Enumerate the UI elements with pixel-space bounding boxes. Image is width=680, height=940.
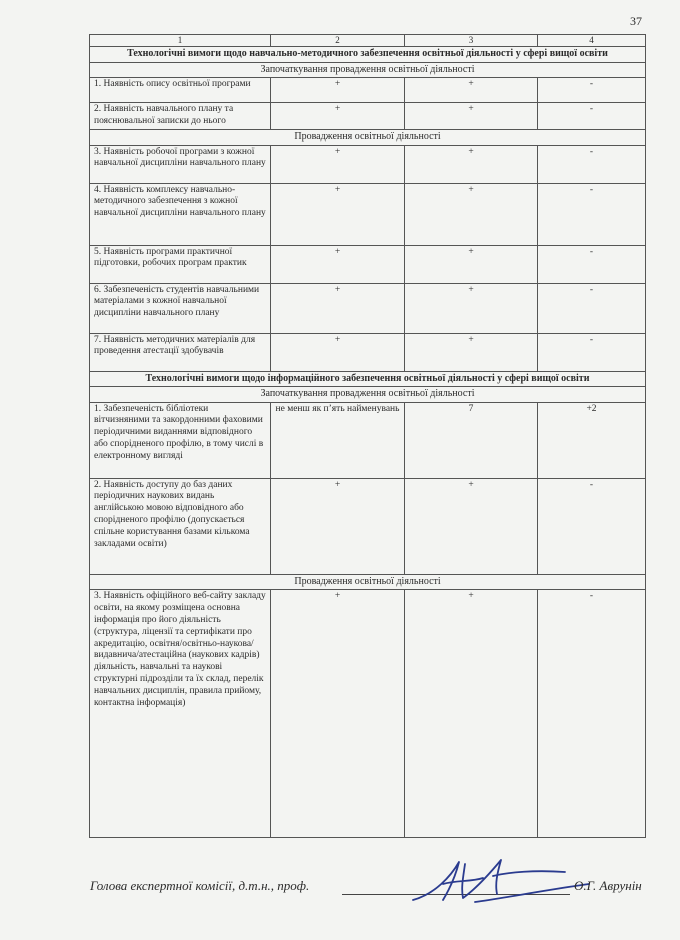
requirement-name: 3. Наявність офіційного веб-сайту закладу освіти, на якому розміщена основна інформація про його діяльність (структура, ліцензії та сертифікати про акредитацію, освітня/освітньо-наукова/ видавнича/атестаційна (наукових кадрів) діяльність, навчальні та наукові структурні підрозділи та їх склад, перелік навчальних дисциплін, правила прийому, контактна інформація) [90,590,271,838]
column-number: 4 [538,35,646,47]
requirement-name: 2. Наявність навчального плану та пояснювальної записки до нього [90,103,271,130]
table-row [90,590,646,838]
deviation-value: - [538,283,646,333]
actual-value: + [405,145,538,183]
section-heading: Провадження освітньої діяльності [90,130,646,146]
table-row [90,145,646,183]
table-row [90,333,646,371]
deviation-value: - [538,183,646,245]
section-heading: Започаткування провадження освітньої діяльності [90,387,646,403]
table-title: Технологічні вимоги щодо інформаційного забезпечення освітньої діяльності у сфері вищої освіти [90,371,646,387]
requirement-name: 1. Наявність опису освітньої програми [90,78,271,103]
table-row [90,78,646,103]
requirement-name: 3. Наявність робочої програми з кожної навчальної дисципліни навчального плану [90,145,271,183]
requirement-name: 4. Наявність комплексу навчально-методичного забезпечення з кожної навчальної дисципліни навчального плану [90,183,271,245]
actual-value: + [405,103,538,130]
deviation-value: - [538,333,646,371]
table-row [90,402,646,478]
requirement-name: 1. Забезпеченість бібліотеки вітчизняними та закордонними фаховими періодичними виданнями відповідного або спорідненого профілю, в тому числі в електронному вигляді [90,402,271,478]
required-value: + [271,245,405,283]
page-number: 37 [630,14,642,28]
required-value: + [271,283,405,333]
deviation-value: +2 [538,402,646,478]
table-row [90,183,646,245]
actual-value: + [405,78,538,103]
actual-value: 7 [405,402,538,478]
required-value: + [271,145,405,183]
table-title: Технологічні вимоги щодо навчально-методичного забезпечення освітньої діяльності у сфері вищої освіти [90,47,646,63]
requirement-name: 6. Забезпеченість студентів навчальними матеріалами з кожної навчальної дисципліни навчального плану [90,283,271,333]
required-value: + [271,103,405,130]
required-value: + [271,333,405,371]
actual-value: + [405,183,538,245]
required-value: + [271,78,405,103]
section-heading: Започаткування провадження освітньої діяльності [90,62,646,78]
deviation-value: - [538,590,646,838]
table-row [90,245,646,283]
actual-value: + [405,283,538,333]
column-number: 3 [405,35,538,47]
required-value: + [271,183,405,245]
requirement-name: 2. Наявність доступу до баз даних періодичних наукових видань англійською мовою відповідного або спорідненого профілю (допускається спільне користування базами кількома закладами освіти) [90,478,271,574]
table-row [90,103,646,130]
required-value: + [271,478,405,574]
deviation-value: - [538,103,646,130]
requirement-name: 7. Наявність методичних матеріалів для проведення атестації здобувачів [90,333,271,371]
section-heading: Провадження освітньої діяльності [90,574,646,590]
deviation-value: - [538,245,646,283]
column-number: 1 [90,35,271,47]
column-numbers-row [90,35,646,47]
actual-value: + [405,333,538,371]
signature-label: Голова експертної комісії, д.т.н., проф. [90,878,310,893]
signatory-name: О.Г. Аврунін [574,878,642,893]
actual-value: + [405,245,538,283]
required-value: не менш як п’ять найменувань [271,402,405,478]
deviation-value: - [538,478,646,574]
actual-value: + [405,590,538,838]
actual-value: + [405,478,538,574]
table-row [90,283,646,333]
deviation-value: - [538,145,646,183]
required-value: + [271,590,405,838]
handwritten-signature [405,854,595,910]
deviation-value: - [538,78,646,103]
requirements-table [89,34,646,838]
requirement-name: 5. Наявність програми практичної підготовки, робочих програм практик [90,245,271,283]
table-row [90,478,646,574]
column-number: 2 [271,35,405,47]
